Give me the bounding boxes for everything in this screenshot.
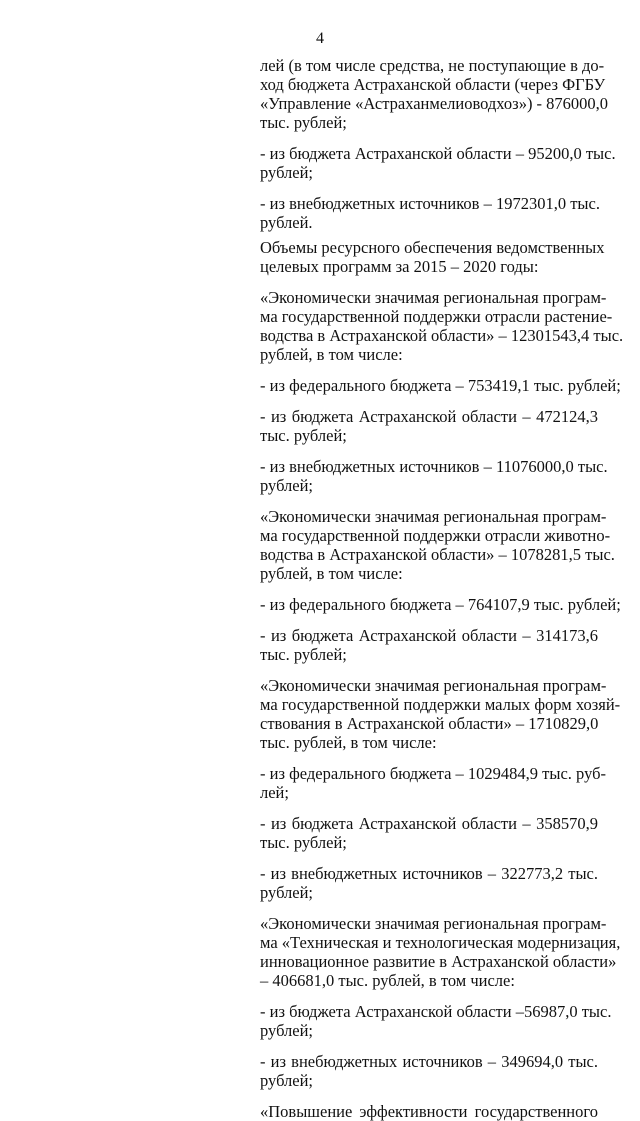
text-line: ма «Техническая и технологическая модернизация, <box>260 933 621 952</box>
paragraph-spacing <box>260 664 598 676</box>
paragraph <box>260 144 616 182</box>
paragraph-spacing <box>260 395 598 407</box>
paragraph <box>260 1052 598 1090</box>
text-line: ма государственной поддержки отрасли животно- <box>260 526 611 545</box>
paragraph-spacing <box>260 182 598 194</box>
text-line: рублей; <box>260 163 314 182</box>
text-line: рублей; <box>260 476 314 495</box>
paragraph <box>260 376 621 395</box>
page-number: 4 <box>316 30 324 47</box>
text-line: - из бюджета Астраханской области – 358570,9 <box>260 814 598 833</box>
paragraph-spacing <box>260 583 598 595</box>
paragraph <box>260 56 609 132</box>
paragraph-spacing <box>260 802 598 814</box>
paragraph <box>260 864 598 902</box>
paragraph <box>260 595 621 614</box>
text-line: «Управление «Астраханмелиоводхоз») - 876000,0 <box>260 94 609 113</box>
paragraph-spacing <box>260 614 598 626</box>
text-line: рублей; <box>260 1071 314 1090</box>
text-line: тыс. рублей; <box>260 833 347 852</box>
text-line: тыс. рублей, в том числе: <box>260 733 437 752</box>
text-line: ма государственной поддержки отрасли растение- <box>260 307 613 326</box>
text-line: водства в Астраханской области» – 1078281,5 тыс. <box>260 545 615 564</box>
paragraph-spacing <box>260 852 598 864</box>
text-line: рублей. <box>260 213 313 232</box>
paragraph <box>260 814 598 852</box>
paragraph <box>260 1102 598 1121</box>
text-line: ма государственной поддержки малых форм хозяй- <box>260 695 621 714</box>
text-line: «Экономически значимая региональная програм- <box>260 676 607 695</box>
paragraph <box>260 194 598 232</box>
paragraph-spacing <box>260 132 598 144</box>
text-line: «Экономически значимая региональная програм- <box>260 288 607 307</box>
text-line: рублей, в том числе: <box>260 564 403 583</box>
paragraph <box>260 1002 612 1040</box>
paragraph-spacing <box>260 990 598 1002</box>
paragraph <box>260 626 598 664</box>
text-line: целевых программ за 2015 – 2020 годы: <box>260 257 539 276</box>
paragraph-spacing <box>260 902 598 914</box>
text-line: «Экономически значимая региональная програм- <box>260 507 607 526</box>
text-line: рублей, в том числе: <box>260 345 403 364</box>
text-line: рублей; <box>260 1021 314 1040</box>
paragraph-spacing <box>260 364 598 376</box>
text-line: водства в Астраханской области» – 12301543,4 тыс. <box>260 326 624 345</box>
text-line: - из федерального бюджета – 753419,1 тыс. рублей; <box>260 376 621 395</box>
text-line: - из бюджета Астраханской области – 472124,3 <box>260 407 598 426</box>
text-line: - из федерального бюджета – 1029484,9 тыс. руб- <box>260 764 606 783</box>
text-line: - из бюджета Астраханской области –56987,0 тыс. <box>260 1002 612 1021</box>
paragraph-spacing <box>260 445 598 457</box>
text-line: лей; <box>260 783 289 802</box>
text-line: «Экономически значимая региональная програм- <box>260 914 607 933</box>
text-line: тыс. рублей; <box>260 426 347 445</box>
paragraph-spacing <box>260 1040 598 1052</box>
paragraph <box>260 407 598 445</box>
paragraph <box>260 507 615 583</box>
paragraph <box>260 288 624 364</box>
paragraph-spacing <box>260 752 598 764</box>
text-line: - из внебюджетных источников – 1972301,0 тыс. <box>260 194 600 213</box>
paragraph <box>260 764 606 802</box>
text-line: ствования в Астраханской области» – 1710829,0 <box>260 714 599 733</box>
text-line: - из бюджета Астраханской области – 314173,6 <box>260 626 598 645</box>
paragraph <box>260 676 621 752</box>
paragraph <box>260 457 608 495</box>
text-line: - из внебюджетных источников – 11076000,0 тыс. <box>260 457 608 476</box>
paragraph-spacing <box>260 276 598 288</box>
paragraph <box>260 238 605 276</box>
document-body <box>260 56 624 1121</box>
text-line: тыс. рублей; <box>260 113 347 132</box>
paragraph <box>260 914 621 990</box>
text-line: лей (в том числе средства, не поступающие в до- <box>260 56 605 75</box>
text-line: тыс. рублей; <box>260 645 347 664</box>
text-line: «Повышение эффективности государственного <box>260 1102 598 1121</box>
text-line: Объемы ресурсного обеспечения ведомственных <box>260 238 605 257</box>
text-line: инновационное развитие в Астраханской области» <box>260 952 617 971</box>
paragraph-spacing <box>260 1090 598 1102</box>
text-line: - из федерального бюджета – 764107,9 тыс. рублей; <box>260 595 621 614</box>
text-line: ход бюджета Астраханской области (через ФГБУ <box>260 75 606 94</box>
text-line: - из бюджета Астраханской области – 95200,0 тыс. <box>260 144 616 163</box>
text-line: - из внебюджетных источников – 349694,0 тыс. <box>260 1052 598 1071</box>
text-line: рублей; <box>260 883 314 902</box>
text-line: - из внебюджетных источников – 322773,2 тыс. <box>260 864 598 883</box>
paragraph-spacing <box>260 495 598 507</box>
text-line: – 406681,0 тыс. рублей, в том числе: <box>260 971 515 990</box>
